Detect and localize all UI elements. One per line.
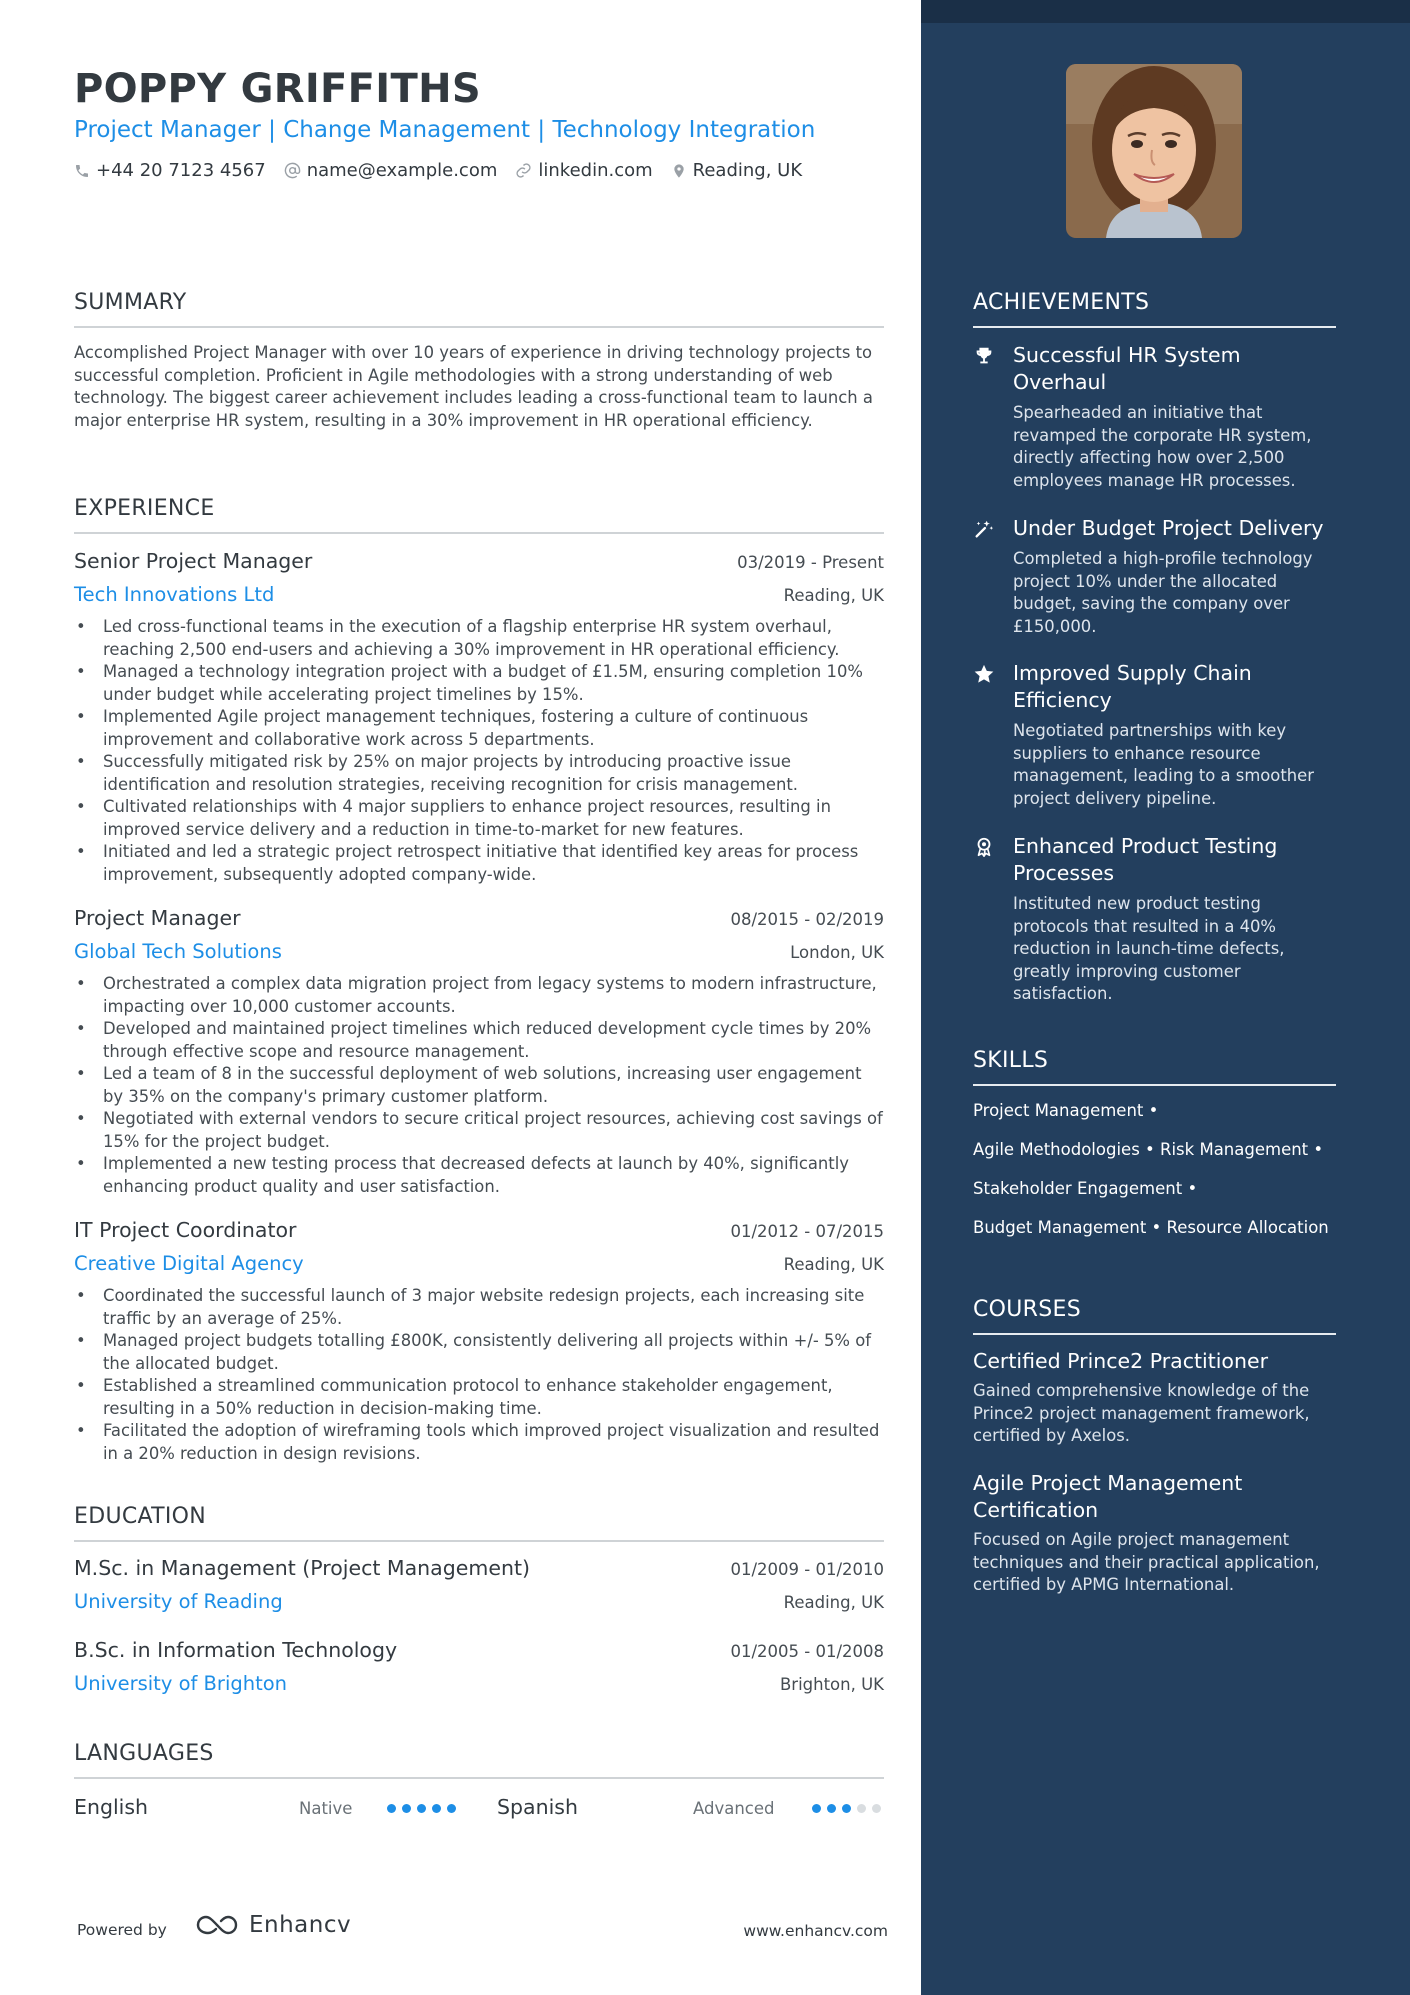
contact-email[interactable] (284, 160, 498, 181)
language-rating (387, 1804, 462, 1813)
rating-dot (447, 1804, 456, 1813)
education-dates: 01/2009 - 01/2010 (730, 1560, 884, 1579)
bullet-item: • Led a team of 8 in the successful deployment of web solutions, increasing user engagement by 35% on the company's primary customer platform. (74, 1063, 884, 1108)
linkedin-text: linkedin.com (538, 160, 653, 181)
language-level: Native (299, 1799, 353, 1818)
achievement-title: Improved Supply Chain Efficiency (1013, 661, 1252, 712)
experience-heading: EXPERIENCE (74, 496, 884, 534)
achievement-desc: Spearheaded an initiative that revamped the corporate HR system, directly affecting how over 2,500 employees manage HR processes. (1013, 403, 1312, 490)
achievement-title: Enhanced Product Testing Processes (1013, 834, 1278, 885)
course-title: Agile Project Management Certification (973, 1471, 1243, 1522)
location-text: Reading, UK (692, 160, 803, 181)
job-location: Reading, UK (783, 1255, 884, 1274)
degree-title: B.Sc. in Information Technology (74, 1638, 398, 1662)
job-title: Senior Project Manager (74, 549, 313, 573)
bullet-item: • Managed a technology integration project with a budget of £1.5M, ensuring completion 10% under budget while accelerating project timelines by 15%. (74, 661, 884, 706)
bullet-item: • Initiated and led a strategic project retrospect initiative that identified key areas for process improvement, subsequently adopted company-wide. (74, 841, 884, 886)
bullet-item: • Led cross-functional teams in the execution of a flagship enterprise HR system overhaul, reaching 2,500 end-users and achieving a 30% improvement in HR operational efficiency. (74, 616, 884, 661)
magic-wand-icon (973, 518, 995, 540)
bullet-item: • Facilitated the adoption of wireframing tools which improved project visualization and resulted in a 20% reduction in design revisions. (74, 1420, 884, 1465)
language-name: English (74, 1795, 149, 1819)
profile-photo (1066, 64, 1242, 238)
job-bullets (74, 973, 884, 1198)
at-sign-icon (284, 162, 301, 179)
award-medal-icon (973, 836, 995, 858)
languages-row (74, 1795, 884, 1825)
rating-dot (812, 1804, 821, 1813)
rating-dot (432, 1804, 441, 1813)
course-desc: Gained comprehensive knowledge of the Prince2 project management framework, certified by Axelos. (973, 1381, 1310, 1445)
course-item (973, 1470, 1353, 1597)
language-level: Advanced (693, 1799, 775, 1818)
enhancv-brand: Enhancv (249, 1912, 352, 1938)
achievement-desc: Instituted new product testing protocols that resulted in a 40% reduction in launch-time defects, greatly improving customer satisfaction. (1013, 894, 1285, 1003)
job-location: London, UK (790, 943, 884, 962)
skills-line: Budget Management • Resource Allocation (973, 1218, 1329, 1237)
achievement-title: Successful HR System Overhaul (1013, 343, 1241, 394)
rating-dot (402, 1804, 411, 1813)
contact-phone[interactable] (74, 160, 266, 181)
bullet-item: • Implemented a new testing process that decreased defects at launch by 40%, significantly enhancing product quality and user satisfaction. (74, 1153, 884, 1198)
language-name: Spanish (497, 1795, 578, 1819)
job-dates: 01/2012 - 07/2015 (730, 1222, 884, 1241)
job-company: Global Tech Solutions (74, 940, 282, 963)
sidebar (921, 0, 1410, 1995)
bullet-item: • Negotiated with external vendors to secure critical project resources, achieving cost savings of 15% for the project budget. (74, 1108, 884, 1153)
bullet-item: • Developed and maintained project timelines which reduced development cycle times by 20% through effective scope and resource management. (74, 1018, 884, 1063)
job-bullets (74, 1285, 884, 1465)
phone-icon (74, 163, 90, 179)
achievement-item (973, 342, 1336, 492)
job-title: IT Project Coordinator (74, 1218, 297, 1242)
candidate-title: Project Manager | Change Management | Technology Integration (74, 117, 816, 143)
contact-location (671, 160, 803, 181)
language-rating (812, 1804, 887, 1813)
school-name: University of Reading (74, 1590, 283, 1613)
summary-text: Accomplished Project Manager with over 10 years of experience in driving technology projects to successful completion. Proficient in Agile methodologies with a strong understanding of web technology. The biggest career achievement includes leading a cross-functional team to launch a major enterprise HR system, resulting in a 30% improvement in HR operational efficiency. (74, 343, 873, 430)
achievement-item (973, 833, 1336, 1006)
sidebar-top-bar (921, 0, 1410, 23)
courses-heading: COURSES (973, 1297, 1336, 1335)
job-entry (74, 906, 884, 1198)
job-location: Reading, UK (783, 586, 884, 605)
bullet-item: • Established a streamlined communication protocol to enhance stakeholder engagement, resulting in a 50% reduction in decision-making time. (74, 1375, 884, 1420)
education-dates: 01/2005 - 01/2008 (730, 1642, 884, 1661)
location-pin-icon (671, 162, 687, 180)
job-bullets (74, 616, 884, 886)
job-title: Project Manager (74, 906, 241, 930)
degree-title: M.Sc. in Management (Project Management) (74, 1556, 530, 1580)
achievement-item (973, 660, 1336, 810)
job-entry (74, 549, 884, 886)
phone-text: +44 20 7123 4567 (96, 160, 266, 181)
summary-heading: SUMMARY (74, 290, 884, 328)
contact-linkedin[interactable] (515, 160, 652, 181)
achievement-desc: Negotiated partnerships with key suppliers to enhance resource management, leading to a smoother project delivery pipeline. (1013, 721, 1314, 808)
powered-by-label: Powered by (77, 1921, 167, 1939)
education-entry (74, 1638, 884, 1695)
job-dates: 03/2019 - Present (737, 553, 884, 572)
bullet-item: • Managed project budgets totalling £800K, consistently delivering all projects within +/- 5% of the allocated budget. (74, 1330, 884, 1375)
achievement-item (973, 515, 1336, 638)
trophy-icon (973, 345, 995, 367)
skills-line: Stakeholder Engagement • (973, 1179, 1198, 1198)
education-entry (74, 1556, 884, 1613)
bullet-item: • Successfully mitigated risk by 25% on major projects by introducing proactive issue identification and resolution strategies, receiving recognition for crisis management. (74, 751, 884, 796)
bullet-item: • Orchestrated a complex data migration project from legacy systems to modern infrastructure, impacting over 10,000 customer accounts. (74, 973, 884, 1018)
rating-dot (842, 1804, 851, 1813)
education-heading: EDUCATION (74, 1504, 884, 1542)
job-dates: 08/2015 - 02/2019 (730, 910, 884, 929)
contact-bar (74, 160, 820, 181)
rating-dot (387, 1804, 396, 1813)
rating-dot (417, 1804, 426, 1813)
skills-heading: SKILLS (973, 1048, 1336, 1086)
school-name: University of Brighton (74, 1672, 288, 1695)
school-location: Brighton, UK (779, 1675, 884, 1694)
candidate-name: POPPY GRIFFITHS (74, 66, 481, 112)
bullet-item: • Implemented Agile project management techniques, fostering a culture of continuous improvement and collaborative work across 5 departments. (74, 706, 884, 751)
enhancv-logo-icon (195, 1912, 241, 1938)
profile-photo-illustration (1066, 64, 1242, 238)
achievements-heading: ACHIEVEMENTS (973, 290, 1336, 328)
rating-dot (827, 1804, 836, 1813)
school-location: Reading, UK (783, 1593, 884, 1612)
job-company: Tech Innovations Ltd (74, 583, 275, 606)
job-entry (74, 1218, 884, 1465)
enhancv-logo[interactable] (195, 1912, 351, 1938)
email-text: name@example.com (306, 160, 498, 181)
course-title: Certified Prince2 Practitioner (973, 1349, 1269, 1373)
rating-dot (857, 1804, 866, 1813)
achievement-desc: Completed a high-profile technology project 10% under the allocated budget, saving the company over £150,000. (1013, 549, 1313, 636)
bullet-item: • Coordinated the successful launch of 3 major website redesign projects, each increasing site traffic by an average of 25%. (74, 1285, 884, 1330)
course-item (973, 1348, 1353, 1448)
link-icon (515, 162, 532, 179)
skills-line: Agile Methodologies • Risk Management • (973, 1140, 1324, 1159)
footer-url[interactable]: www.enhancv.com (743, 1922, 888, 1940)
star-icon (973, 663, 995, 685)
course-desc: Focused on Agile project management techniques and their practical application, certified by APMG International. (973, 1530, 1320, 1594)
skills-line: Project Management • (973, 1101, 1159, 1120)
bullet-item: • Cultivated relationships with 4 major suppliers to enhance project resources, resulting in improved service delivery and a reduction in time-to-market for new features. (74, 796, 884, 841)
job-company: Creative Digital Agency (74, 1252, 304, 1275)
rating-dot (872, 1804, 881, 1813)
achievement-title: Under Budget Project Delivery (1013, 516, 1324, 540)
languages-heading: LANGUAGES (74, 1741, 884, 1779)
